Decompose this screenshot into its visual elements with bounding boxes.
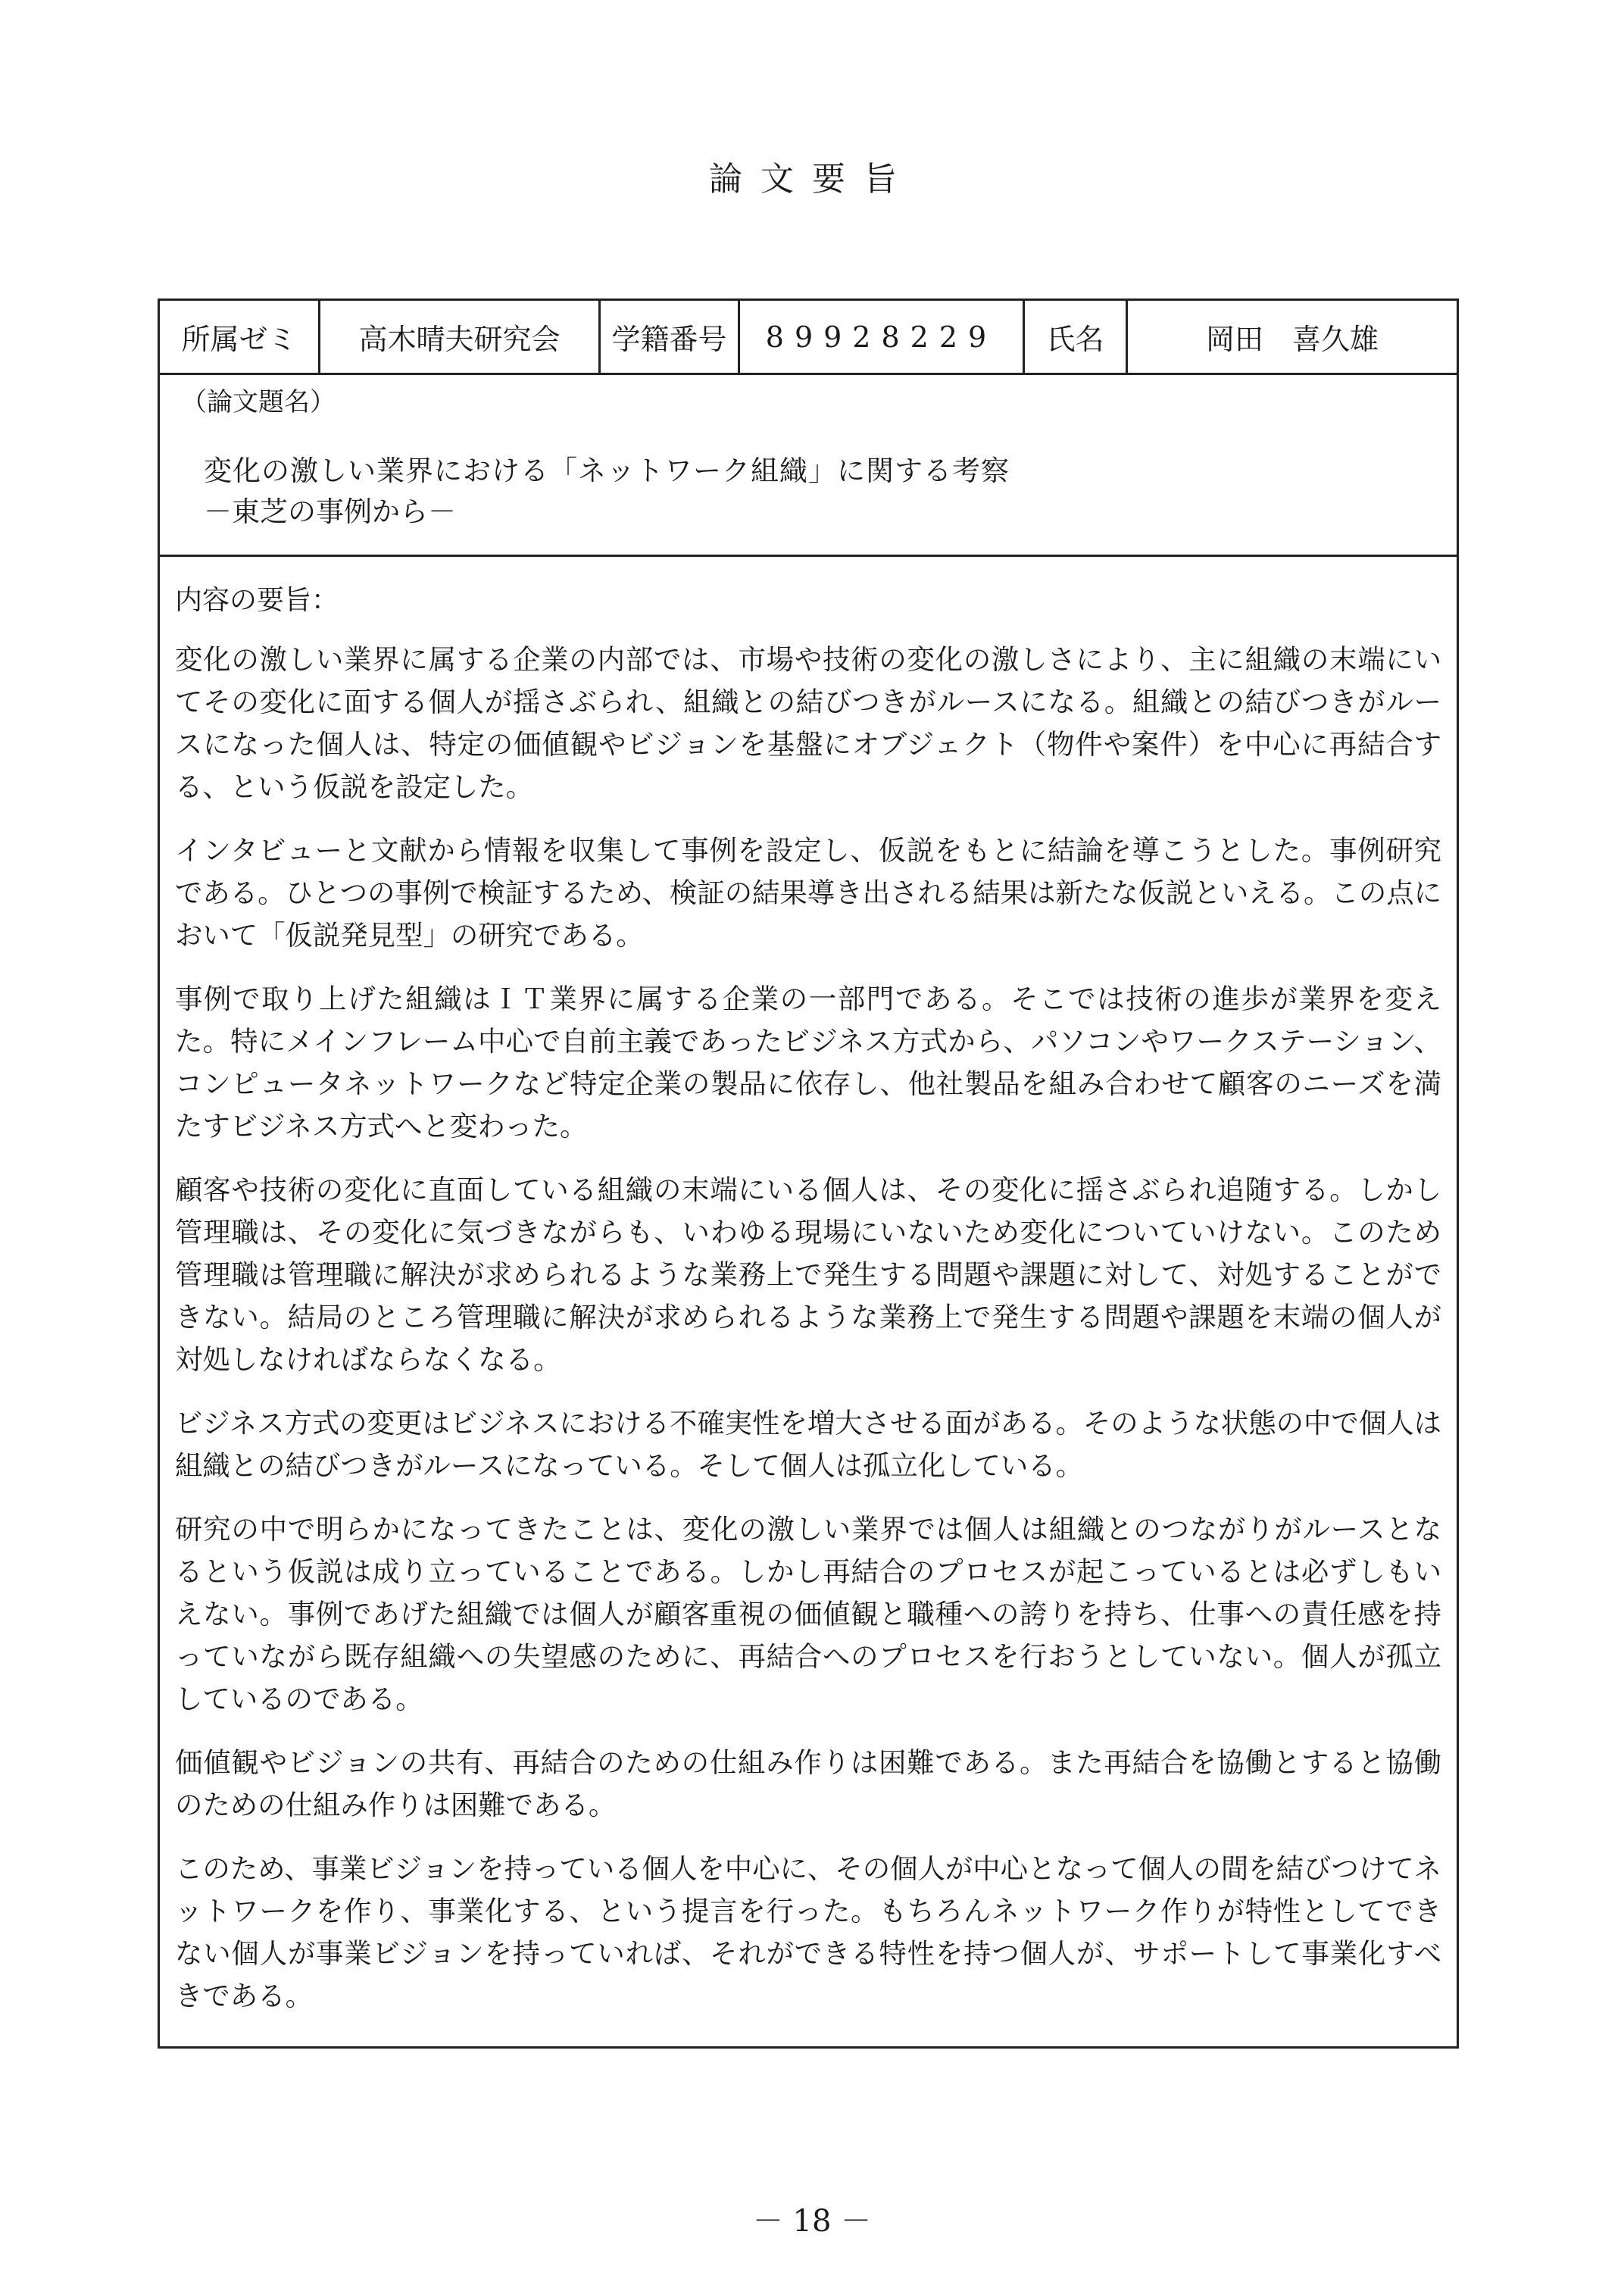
student-id-value: 89928229 xyxy=(740,301,1025,373)
summary-paragraph-6: 研究の中で明らかになってきたことは、変化の激しい業界では個人は組織とのつながりがルースとなるという仮説は成り立っていることである。しかし再結合のプロセスが起こっているとは必ずしもいえない。事例であげた組織では個人が顧客重視の価値観と職種への誇りを持ち、仕事への責任感を持っていながら既存組織への失望感のために、再結合へのプロセスを行おうとしていない。個人が孤立しているのである。 xyxy=(175,1513,1441,1715)
summary-paragraph-1: 変化の激しい業界に属する企業の内部では、市場や技術の変化の激しさにより、主に組織の末端にいてその変化に面する個人が揺さぶられ、組織との結びつきがルースになる。組織との結びつきがルースになった個人は、特定の価値観やビジョンを基盤にオブジェクト（物件や案件）を中心に再結合する、という仮説を設定した。 xyxy=(175,643,1441,803)
summary-paragraph-3: 事例で取り上げた組織はＩＴ業界に属する企業の一部門である。そこでは技術の進歩が業界を変えた。特にメインフレーム中心で自前主義であったビジネス方式から、パソコンやワークステーション、コンピュータネットワークなど特定企業の製品に依存し、他社製品を組み合わせて顧客のニーズを満たすビジネス方式へと変わった。 xyxy=(175,983,1441,1142)
thesis-title-section xyxy=(160,375,1457,557)
summary-label: 内容の要旨： xyxy=(175,585,339,616)
summary-paragraph-7: 価値観やビジョンの共有、再結合のための仕組み作りは困難である。また再結合を協働とすると協働のための仕組み作りは困難である。 xyxy=(175,1746,1441,1821)
thesis-title: 変化の激しい業界における「ネットワーク組織」に関する考察 xyxy=(204,455,1010,487)
thesis-title-label: （論文題名） xyxy=(181,387,336,417)
thesis-subtitle: －東芝の事例から－ xyxy=(204,495,456,528)
summary-paragraph-8: このため、事業ビジョンを持っている個人を中心に、その個人が中心となって個人の間を結びつけてネットワークを作り、事業化する、という提言を行った。もちろんネットワーク作りが特性としてできない個人が事業ビジョンを持っていれば、それができる特性を持つ個人が、サポートして事業化すべきである。 xyxy=(175,1852,1441,2012)
name-value: 岡田 喜久雄 xyxy=(1205,323,1379,356)
page-number: － 18 － xyxy=(752,2204,872,2239)
abstract-form xyxy=(158,298,1459,2049)
student-id-label: 学籍番号 xyxy=(601,301,740,373)
header-row xyxy=(160,301,1457,375)
name-label: 氏名 xyxy=(1025,301,1128,373)
summary-section xyxy=(160,557,1457,2046)
summary-paragraph-5: ビジネス方式の変更はビジネスにおける不確実性を増大させる面がある。そのような状態の中で個人は組織との結びつきがルースになっている。そして個人は孤立化している。 xyxy=(175,1407,1441,1482)
summary-paragraph-2: インタビューと文献から情報を収集して事例を設定し、仮説をもとに結論を導こうとした。事例研究である。ひとつの事例で検証するため、検証の結果導き出される結果は新たな仮説といえる。この点において「仮説発見型」の研究である。 xyxy=(175,834,1441,952)
page-title: 論文要旨 xyxy=(709,160,915,198)
seminar-value: 高木晴夫研究会 xyxy=(320,301,601,373)
seminar-label: 所属ゼミ xyxy=(160,301,320,373)
summary-paragraph-4: 顧客や技術の変化に直面している組織の末端にいる個人は、その変化に揺さぶられ追随する。しかし管理職は、その変化に気づきながらも、いわゆる現場にいないため変化についていけない。このため管理職は管理職に解決が求められるような業務上で発生する問題や課題に対して、対処することができない。結局のところ管理職に解決が求められるような業務上で発生する問題や課題を末端の個人が対処しなければならなくなる。 xyxy=(175,1174,1441,1376)
